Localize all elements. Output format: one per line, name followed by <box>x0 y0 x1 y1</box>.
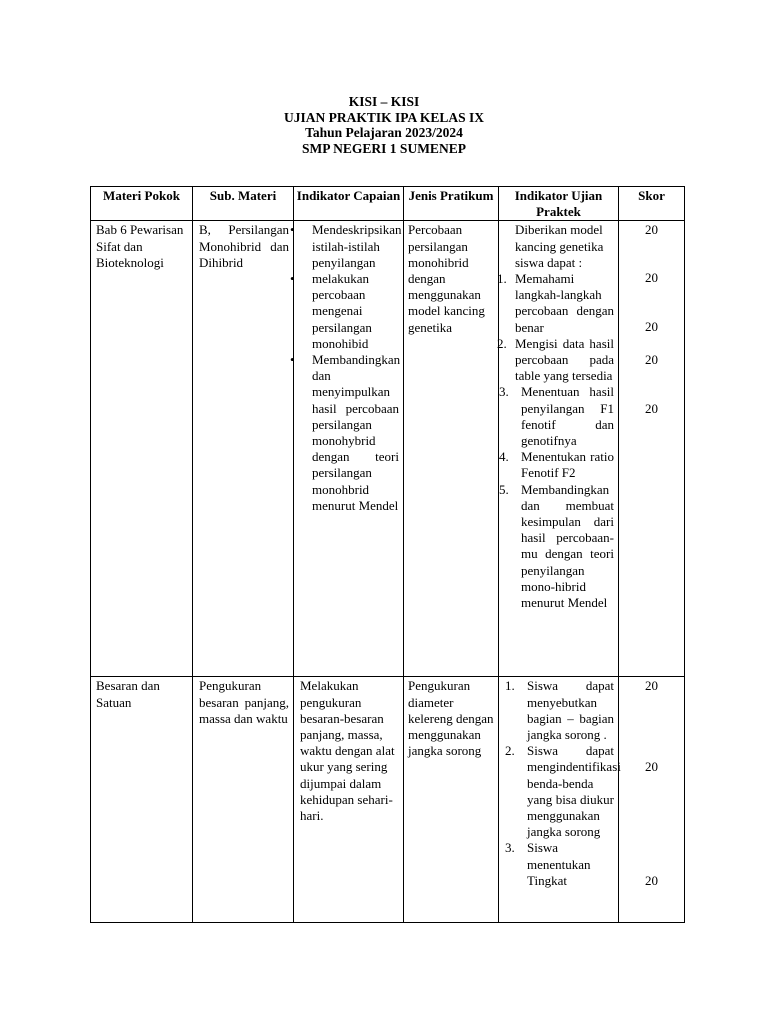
skor-value: 20 <box>645 319 658 335</box>
ujian-intro: Diberikan model kancing genetika siswa dapat : <box>515 222 604 270</box>
cell-materi: Bab 6 Pewarisan Sifat dan Bioteknologi <box>91 221 193 677</box>
cell-sub-materi: B, Persilangan Monohibrid dan Dihibrid <box>193 221 294 677</box>
cell-jenis: Pengukuran diameter kelereng dengan menggunakan jangka sorong <box>404 677 499 923</box>
list-item: 5. Membandingkan dan membuat kesimpulan dari hasil percobaan-mu dengan teori penyilangan mono-hibrid menurut Mendel <box>499 481 614 611</box>
list-item: • melakukan percobaan mengenai persilangan monohibid <box>295 271 399 352</box>
col-header-materi: Materi Pokok <box>91 187 193 221</box>
table-row <box>91 677 685 923</box>
list-item: • Mendeskripsikan istilah-istilah penyilangan <box>295 222 399 271</box>
skor-value: 20 <box>645 352 658 368</box>
skor-value: 20 <box>645 401 658 417</box>
heading-title: KISI – KISI <box>348 94 420 109</box>
document-heading <box>0 94 768 156</box>
table-header-row <box>91 187 685 221</box>
list-item: 1. Memahami langkah-langkah percobaan dengan benar <box>497 271 614 335</box>
ujian-list <box>499 271 614 611</box>
list-item: 4. Menentukan ratio Fenotif F2 <box>499 449 614 481</box>
heading-school: SMP NEGERI 1 SUMENEP <box>302 140 466 156</box>
cell-ujian <box>499 677 619 923</box>
cell-indikator <box>294 221 404 677</box>
skor-value: 20 <box>645 759 658 775</box>
list-item: • Membandingkan dan menyimpulkan hasil percobaan persilangan monohybrid dengan teori persilangan monohbrid menurut Mendel <box>295 352 399 514</box>
list-item: 2. Siswa dapat mengindentifikasi benda-benda yang bisa diukur menggunakan jangka sorong <box>505 743 621 840</box>
kisi-table <box>90 186 685 923</box>
skor-value: 20 <box>645 873 658 889</box>
skor-value: 20 <box>645 222 658 238</box>
table-row <box>91 221 685 677</box>
col-header-ujian: Indikator Ujian Praktek <box>499 187 619 221</box>
list-item: 2. Mengisi data hasil percobaan pada table yang tersedia <box>497 335 614 384</box>
cell-indikator: Melakukan pengukuran besaran-besaran panjang, massa, waktu dengan alat ukur yang sering dijumpai dalam kehidupan sehari-hari. <box>294 677 404 923</box>
skor-value: 20 <box>645 678 658 694</box>
heading-exam: UJIAN PRAKTIK IPA KELAS IX <box>283 109 485 125</box>
cell-ujian <box>499 221 619 677</box>
skor-value: 20 <box>645 270 658 286</box>
list-item: 3. Menentuan hasil penyilangan F1 fenotif dan genotifnya <box>499 384 614 449</box>
cell-skor <box>619 221 685 677</box>
col-header-jenis: Jenis Pratikum <box>404 187 499 221</box>
cell-materi: Besaran dan Satuan <box>91 677 193 923</box>
ujian-list <box>499 678 621 889</box>
list-item: 1. Siswa dapat menyebutkan bagian – bagian jangka sorong . <box>505 678 614 743</box>
col-header-sub-materi: Sub. Materi <box>193 187 294 221</box>
col-header-skor: Skor <box>619 187 685 221</box>
col-header-indikator: Indikator Capaian <box>294 187 404 221</box>
list-item: 3. Siswa menentukan Tingkat <box>505 840 591 888</box>
cell-sub-materi: Pengukuran besaran panjang, massa dan waktu <box>193 677 294 923</box>
heading-year: Tahun Pelajaran 2023/2024 <box>305 125 463 140</box>
cell-skor <box>619 677 685 923</box>
cell-jenis: Percobaan persilangan monohibrid dengan menggunakan model kancing genetika <box>404 221 499 677</box>
